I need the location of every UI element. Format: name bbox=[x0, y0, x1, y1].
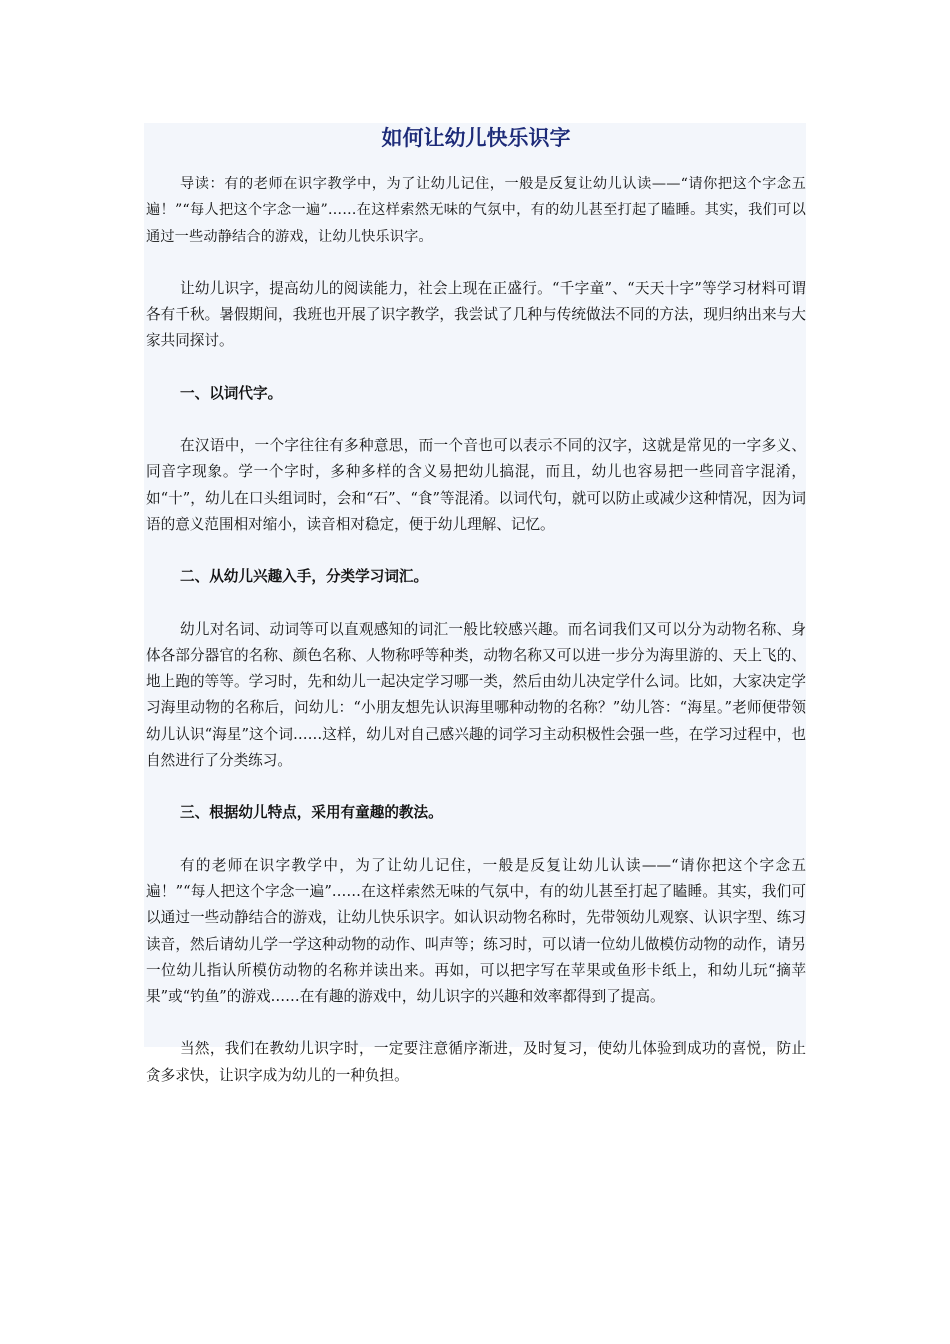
article-body bbox=[144, 123, 806, 1084]
section-1-paragraph: 在汉语中，一个字往往有多种意思，而一个音也可以表示不同的汉字，这就是常见的一字多义、同音字现象。学一个字时，多种多样的含义易把幼儿搞混，而且，幼儿也容易把一些同音字混淆，如“十”，幼儿在口头组词时，会和“石”、“食”等混淆。以词代句，就可以防止或减少这种情况，因为词语的意义范围相对缩小，读音相对稳定，便于幼儿理解、记忆。 bbox=[146, 437, 806, 533]
section-2-heading: 二、从幼儿兴趣入手，分类学习词汇。 bbox=[180, 568, 429, 586]
section-3-heading: 三、根据幼儿特点，采用有童趣的教法。 bbox=[180, 804, 443, 822]
section-3-paragraph: 有的老师在识字教学中，为了让幼儿记住，一般是反复让幼儿认读——“请你把这个字念五遍！”“每人把这个字念一遍”……在这样索然无味的气氛中，有的幼儿甚至打起了瞌睡。其实，我们可以通过一些动静结合的游戏，让幼儿快乐识字。如认识动物名称时，先带领幼儿观察、认识字型、练习读音，然后请幼儿学一学这种动物的动作、叫声等；练习时，可以请一位幼儿做模仿动物的动作，请另一位幼儿指认所模仿动物的名称并读出来。再如，可以把字写在苹果或鱼形卡纸上，和幼儿玩“摘苹果”或“钓鱼”的游戏……在有趣的游戏中，幼儿识字的兴趣和效率都得到了提高。 bbox=[146, 856, 806, 1006]
intro-paragraph: 导读：有的老师在识字教学中，为了让幼儿记住，一般是反复让幼儿认读——“请你把这个字念五遍！”“每人把这个字念一遍”……在这样索然无味的气氛中，有的幼儿甚至打起了瞌睡。其实，我们可以通过一些动静结合的游戏，让幼儿快乐识字。 bbox=[146, 176, 806, 245]
closing-paragraph: 当然，我们在教幼儿识字时，一定要注意循序渐进，及时复习，使幼儿体验到成功的喜悦，防止贪多求快，让识字成为幼儿的一种负担。 bbox=[146, 1040, 806, 1084]
section-1-heading: 一、以词代字。 bbox=[180, 384, 283, 402]
opening-paragraph: 让幼儿识字，提高幼儿的阅读能力，社会上现在正盛行。“千字童”、“天天十字”等学习材料可谓各有千秋。暑假期间，我班也开展了识字教学，我尝试了几种与传统做法不同的方法，现归纳出来与大家共同探讨。 bbox=[146, 279, 806, 350]
article-title: 如何让幼儿快乐识字 bbox=[381, 125, 571, 150]
section-2-paragraph: 幼儿对名词、动词等可以直观感知的词汇一般比较感兴趣。而名词我们又可以分为动物名称、身体各部分器官的名称、颜色名称、人物称呼等种类，动物名称又可以进一步分为海里游的、天上飞的、地上跑的等等。学习时，先和幼儿一起决定学习哪一类，然后由幼儿决定学什么词。比如，大家决定学习海里动物的名称后，问幼儿：“小朋友想先认识海里哪种动物的名称？”幼儿答：“海星。”老师便带领幼儿认识“海星”这个词……这样，幼儿对自己感兴趣的词学习主动积极性会强一些，在学习过程中，也自然进行了分类练习。 bbox=[146, 620, 806, 770]
